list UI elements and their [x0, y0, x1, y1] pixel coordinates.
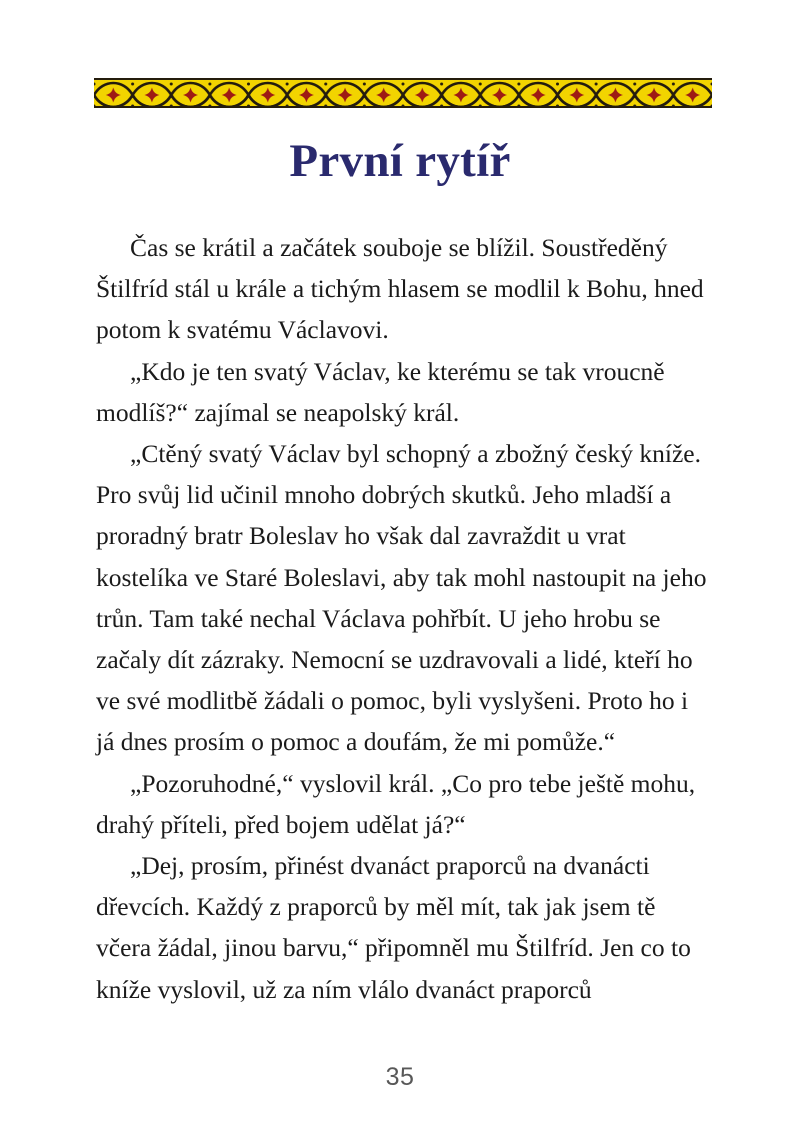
chapter-title: První rytíř	[289, 135, 511, 187]
page-number: 35	[385, 1063, 415, 1091]
ornament-pattern-icon	[94, 80, 712, 108]
paragraph: „Kdo je ten svatý Václav, ke kterému se tak vroucně modlíš?“ zajímal se neapolský král.	[96, 356, 671, 427]
paragraph: „Pozoruhodné,“ vyslovil král. „Co pro tebe ještě mohu, drahý příteli, před bojem udělat já?“	[96, 768, 702, 839]
paragraph: „Ctěný svatý Václav byl schopný a zbožný český kníže. Pro svůj lid učinil mnoho dobrých skutků. Jeho mladší a proradný bratr Boleslav ho však dal zavraždit u vrat kostelíka ve Staré Boleslavi, aby tak mohl nastoupit na jeho trůn. Tam také nechal Václava pohřbít. U jeho hrobu se začaly dít zázraky. Nemocní se uzdravovali a lidé, kteří ho ve své modlitbě žádali o pomoc, byli vyslyšeni. Proto ho i já dnes prosím o pomoc a doufám, že mi pomůže.“	[96, 439, 713, 757]
paragraph: Čas se krátil a začátek souboje se blížil. Soustředěný Štilfríd stál u krále a tichým hlasem se modlil k Bohu, hned potom k svatému Václavovi.	[96, 233, 711, 345]
body-text	[96, 227, 712, 1010]
decorative-border-band	[94, 78, 712, 108]
paragraph: „Dej, prosím, přinést dvanáct praporců na dvanácti dřevcích. Každý z praporců by měl mít, tak jak jsem tě včera žádal, jinou barvu,“ připomněl mu Štilfríd. Jen co to kníže vyslovil, už za ním vlálo dvanáct praporců	[96, 851, 698, 1004]
